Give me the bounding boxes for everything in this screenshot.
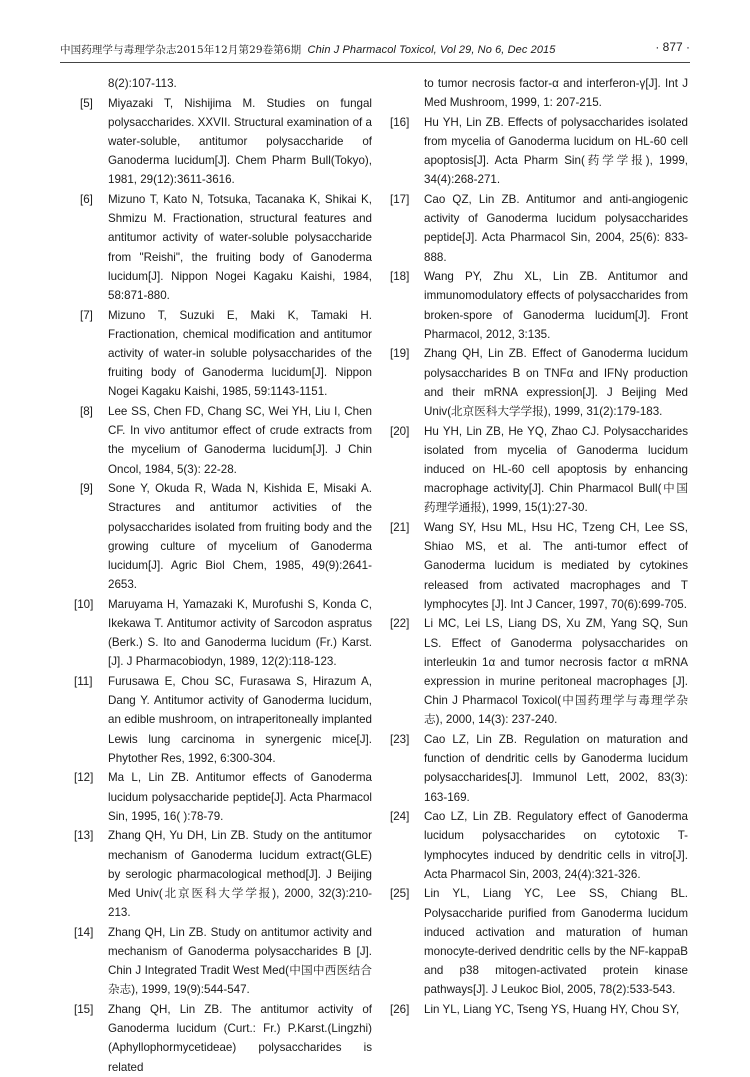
reference-text: Zhang QH, Lin ZB. Study on antitumor activity and mechanism of Ganoderma polysaccharides B [J]. Chin J Integrated Tradit West Med(中国中西医结合杂志), 1999, 19(9):544-547. <box>108 925 372 997</box>
reference-number: [24] <box>390 810 410 824</box>
reference-text: Cao LZ, Lin ZB. Regulation on maturation and function of dendritic cells by Ganoderma lucidum polysaccharides[J]. Immunol Lett, 2002, 83(3): 163-169. <box>424 733 688 804</box>
reference-number: [7] <box>80 308 93 322</box>
reference-entry <box>390 113 688 190</box>
reference-text: Hu YH, Lin ZB, He YQ, Zhao CJ. Polysaccharides isolated from mycelia of Ganoderma lucidum induced on HL-60 cell apoptosis by enhancing macrophage activity[J]. Chin Pharmacol Bull(中国药理学通报), 1999, 15(1):27-30. <box>424 424 688 515</box>
reference-number: [21] <box>390 521 410 535</box>
reference-text: Furusawa E, Chou SC, Furasawa S, Hirazum A, Dang Y. Antitumor activity of Ganoderma lucidum, an edible mushroom, on intraperitoneally implanted Lewis lung carcinoma in synergenic mice[J]. Phytother Res, 1992, 6:300-304. <box>108 675 372 765</box>
reference-number: [8] <box>80 405 93 419</box>
journal-citation <box>60 42 556 57</box>
reference-entry <box>80 306 372 402</box>
reference-number: [5] <box>80 96 93 110</box>
reference-number: [14] <box>74 925 94 939</box>
reference-text: Mizuno T, Suzuki E, Maki K, Tamaki H. Fractionation, chemical modification and antitumor activity of water-in soluble polysaccharides of the fruiting body of Ganoderma lucidum[J]. Nippon Nogei Kagaku Kaishi, 1985, 59:1143-1151. <box>108 308 372 399</box>
reference-entry <box>396 74 688 112</box>
reference-text: Lee SS, Chen FD, Chang SC, Wei YH, Liu I, Chen CF. In vivo antitumor effect of crude extracts from the mycelium of Ganoderma lucidum[J]. J Chin Oncol, 1984, 5(3): 22-28. <box>108 405 372 476</box>
reference-entry <box>390 190 688 267</box>
reference-entry <box>74 1000 372 1077</box>
reference-entry <box>80 74 372 93</box>
reference-number: [6] <box>80 193 93 206</box>
reference-number: [10] <box>74 597 94 611</box>
reference-text: Lin YL, Liang YC, Tseng YS, Huang HY, Chou SY, <box>424 1003 680 1017</box>
reference-number: [22] <box>390 617 410 631</box>
reference-text: 8(2):107-113. <box>108 77 177 90</box>
reference-entry <box>390 807 688 884</box>
reference-text: Miyazaki T, Nishijima M. Studies on fungal polysaccharides. XXVII. Structural examination of a water-soluble, antitumor polysaccharide of Ganoderma lucidum[J]. Chem Pharm Bull(Tokyo), 1981, 29(12):3611-3616. <box>108 96 372 187</box>
reference-number: [25] <box>390 887 410 901</box>
reference-entry <box>390 614 688 729</box>
reference-entry <box>80 94 372 190</box>
reference-number: [17] <box>390 193 410 206</box>
reference-entry <box>390 344 688 421</box>
reference-number: [20] <box>390 424 410 438</box>
reference-entry <box>390 518 688 614</box>
reference-entry <box>80 190 372 305</box>
reference-text: Zhang QH, Yu DH, Lin ZB. Study on the antitumor mechanism of Ganoderma lucidum extract(GLE) by serologic pharmacological method[J]. J Beijing Med Univ(北京医科大学学报), 2000, 32(3):210-213. <box>108 829 372 920</box>
journal-name-en: Chin J Pharmacol Toxicol, Vol 29, No 6, Dec 2015 <box>307 44 556 56</box>
reference-text: Mizuno T, Kato N, Totsuka, Tacanaka K, Shikai K, Shmizu M. Fractionation, structural features and antitumor activity of water-soluble polysaccharide from "Reishi", the fruiting body of Ganoderma lucidum[J]. Nippon Nogei Kagaku Kaishi, 1984, 58:871-880. <box>108 193 372 303</box>
reference-entry <box>80 479 372 594</box>
page-number: · 877 · <box>655 40 690 54</box>
reference-entry <box>80 402 372 479</box>
reference-text: Wang SY, Hsu ML, Hsu HC, Tzeng CH, Lee SS, Shiao MS, et al. The anti-tumor effect of Ganoderma lucidum is mediated by cytokines released from activated macrophages and T lymphocytes [J]. Int J Cancer, 1997, 70(6):699-705. <box>424 521 688 611</box>
reference-number: [18] <box>390 270 410 284</box>
reference-number: [19] <box>390 347 410 361</box>
reference-number: [15] <box>74 1003 94 1017</box>
reference-entry <box>390 884 688 999</box>
reference-text: Zhang QH, Lin ZB. The antitumor activity of Ganoderma lucidum (Curt.: Fr.) P.Karst.(Lingzhi) (Aphyllophormycetideae) polysaccharides is related <box>108 1003 372 1074</box>
reference-text: Cao LZ, Lin ZB. Regulatory effect of Ganoderma lucidum polysaccharides on cytotoxic T-lymphocytes induced by dendritic cells in vitro[J]. Acta Pharmacol Sin, 2003, 24(4):321-326. <box>424 810 688 881</box>
reference-entry <box>390 1000 688 1019</box>
reference-entry <box>390 267 688 344</box>
journal-name-cn: 中国药理学与毒理学杂志2015年12月第29卷第6期 <box>60 44 302 56</box>
reference-text: Cao QZ, Lin ZB. Antitumor and anti-angiogenic activity of Ganoderma lucidum polysaccharides peptide[J]. Acta Pharmacol Sin, 2004, 25(6): 833-888. <box>424 193 688 264</box>
reference-text: to tumor necrosis factor-α and interferon-γ[J]. Int J Med Mushroom, 1999, 1: 207-215. <box>424 77 688 110</box>
reference-text: Hu YH, Lin ZB. Effects of polysaccharides isolated from mycelia of Ganoderma lucidum on HL-60 cell apoptosis[J]. Acta Pharm Sin(药学学报), 1999, 34(4):268-271. <box>424 115 688 187</box>
reference-text: Li MC, Lei LS, Liang DS, Xu ZM, Yang SQ, Sun LS. Effect of Ganoderma polysaccharides on interleukin 1α and tumor necrosis factor α mRNA expression in murine peritoneal macrophages [J]. Chin J Pharmacol Toxicol(中国药理学与毒理学杂志), 2000, 14(3): 237-240. <box>424 617 688 727</box>
reference-text: Ma L, Lin ZB. Antitumor effects of Ganoderma lucidum polysaccharide peptide[J]. Acta Pharmacol Sin, 1995, 16( ):78-79. <box>108 771 372 823</box>
reference-text: Zhang QH, Lin ZB. Effect of Ganoderma lucidum polysaccharides B on TNFα and IFNγ production and their mRNA expression[J]. J Beijing Med Univ(北京医科大学学报), 1999, 31(2):179-183. <box>424 347 688 419</box>
reference-text: Wang PY, Zhu XL, Lin ZB. Antitumor and immunomodulatory effects of polysaccharides from broken-spore of Ganoderma lucidum[J]. Front Pharmacol, 2012, 3:135. <box>424 270 688 341</box>
reference-entry <box>74 595 372 672</box>
reference-number: [9] <box>80 482 93 496</box>
header-rule <box>60 62 690 63</box>
reference-number: [13] <box>74 829 94 843</box>
reference-text: Maruyama H, Yamazaki K, Murofushi S, Konda C, Ikekawa T. Antitumor activity of Sarcodon aspratus (Berk.) S. Ito and Ganoderma lucidum (Fr.) Karst. [J]. J Pharmacobiodyn, 1989, 12(2):118-123. <box>108 597 372 669</box>
reference-entry <box>74 923 372 1000</box>
reference-entry <box>74 826 372 922</box>
reference-entry <box>74 672 372 768</box>
reference-entry <box>74 768 372 826</box>
reference-entry <box>390 422 688 518</box>
reference-column-left <box>74 74 372 1077</box>
reference-entry <box>390 730 688 807</box>
reference-number: [11] <box>74 675 93 689</box>
reference-column-right <box>390 74 688 1020</box>
reference-text: Sone Y, Okuda R, Wada N, Kishida E, Misaki A. Stractures and antitumor activities of the polysaccharides isolated from fruiting body and the growing culture of mycelium of Ganoderma lucidum[J]. Agric Biol Chem, 1985, 49(9):2641-2653. <box>108 482 372 592</box>
running-header <box>60 38 690 58</box>
reference-number: [12] <box>74 771 94 785</box>
reference-number: [26] <box>390 1003 410 1017</box>
reference-text: Lin YL, Liang YC, Lee SS, Chiang BL. Polysaccharide purified from Ganoderma lucidum induced activation and maturation of human monocyte-derived dendritic cells by the NF-kappaB and p38 mitogen-activated protein kinase pathways[J]. J Leukoc Biol, 2005, 78(2):533-543. <box>424 887 688 997</box>
reference-number: [16] <box>390 115 410 129</box>
reference-number: [23] <box>390 733 410 747</box>
